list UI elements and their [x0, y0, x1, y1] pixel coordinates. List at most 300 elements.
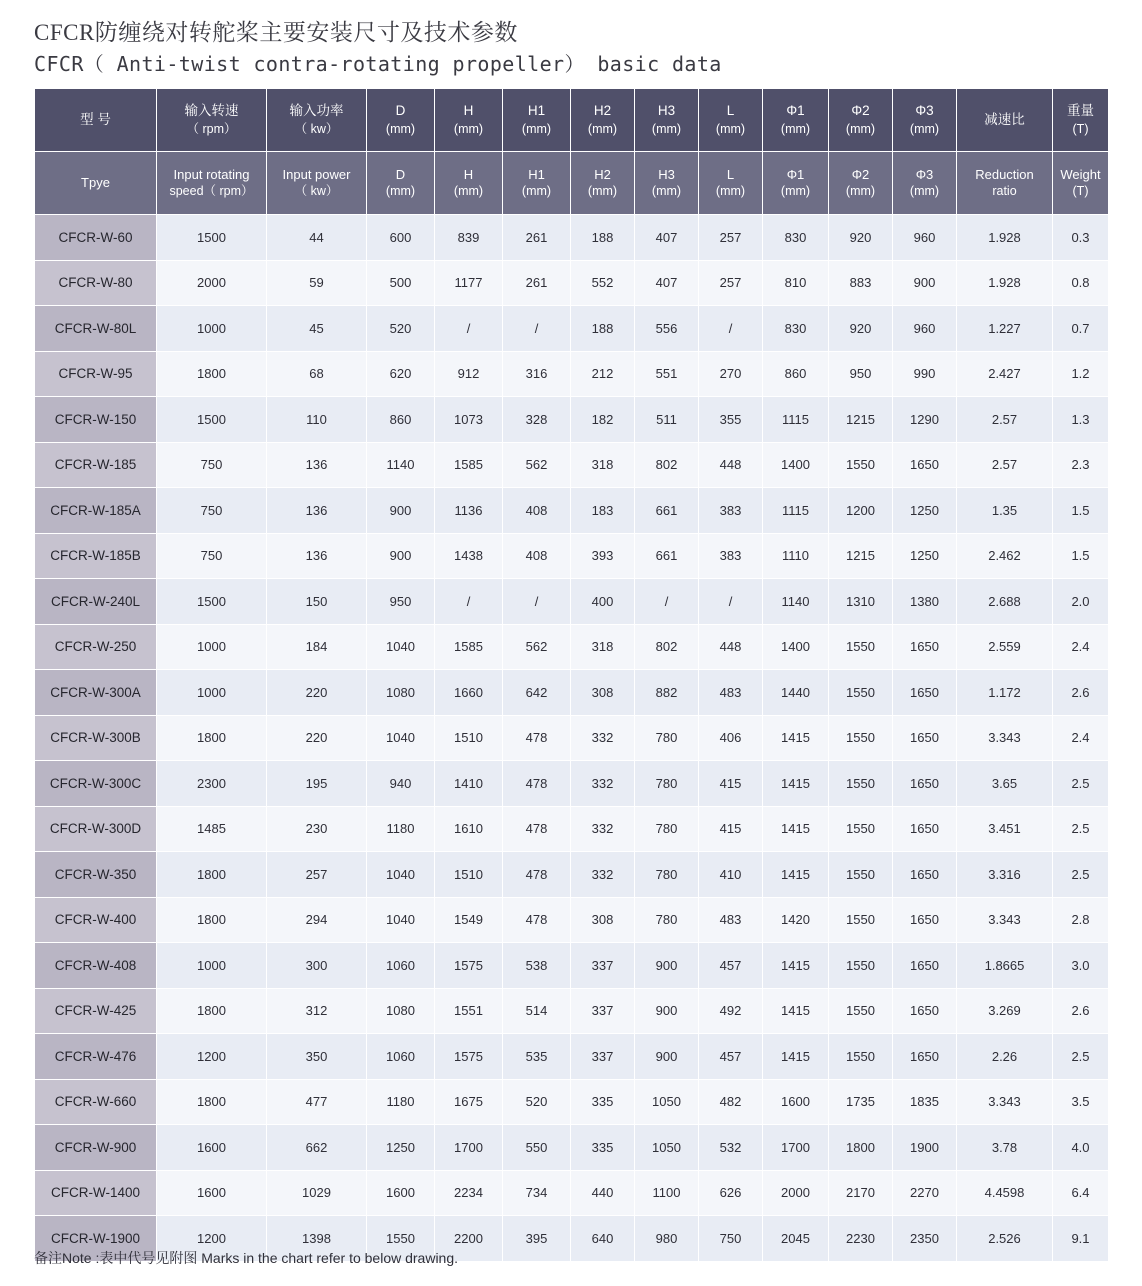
column-header-cn-11: [893, 89, 957, 152]
cell-value: 110: [267, 397, 367, 443]
cell-model: CFCR-W-1900: [35, 1216, 157, 1262]
table-row: [35, 715, 1109, 761]
cell-value: 3.343: [957, 715, 1053, 761]
cell-value: 1550: [829, 670, 893, 716]
cell-value: 415: [699, 761, 763, 807]
cell-value: 0.3: [1053, 215, 1109, 261]
cell-value: 1610: [435, 806, 503, 852]
cell-model: CFCR-W-300D: [35, 806, 157, 852]
cell-value: 318: [571, 442, 635, 488]
cell-value: 1.2: [1053, 351, 1109, 397]
cell-value: 150: [267, 579, 367, 625]
cell-value: 483: [699, 897, 763, 943]
cell-value: 750: [699, 1216, 763, 1262]
cell-value: 1380: [893, 579, 957, 625]
cell-value: 1650: [893, 670, 957, 716]
column-header-cn-13: [1053, 89, 1109, 152]
cell-value: 1415: [763, 943, 829, 989]
cell-value: 383: [699, 488, 763, 534]
cell-value: 1600: [367, 1170, 435, 1216]
column-header-main: D: [395, 166, 406, 182]
cell-value: 1550: [829, 852, 893, 898]
cell-value: 1000: [157, 624, 267, 670]
cell-value: 1.35: [957, 488, 1053, 534]
cell-value: 830: [763, 306, 829, 352]
cell-value: 940: [367, 761, 435, 807]
column-header-main: Weight: [1060, 166, 1101, 182]
cell-value: 960: [893, 306, 957, 352]
cell-value: 1000: [157, 306, 267, 352]
cell-value: 1575: [435, 943, 503, 989]
spec-table-container: [34, 88, 1108, 1262]
column-header-unit: (mm): [385, 121, 416, 136]
cell-value: 1735: [829, 1079, 893, 1125]
cell-value: 257: [699, 215, 763, 261]
cell-value: 2.8: [1053, 897, 1109, 943]
cell-value: 1800: [157, 715, 267, 761]
cell-value: 3.343: [957, 897, 1053, 943]
cell-value: 2.5: [1053, 852, 1109, 898]
cell-value: 270: [699, 351, 763, 397]
table-row: [35, 533, 1109, 579]
cell-model: CFCR-W-300B: [35, 715, 157, 761]
cell-value: 337: [571, 1034, 635, 1080]
cell-value: 1050: [635, 1079, 699, 1125]
cell-value: 2350: [893, 1216, 957, 1262]
cell-value: 2234: [435, 1170, 503, 1216]
cell-value: /: [699, 306, 763, 352]
cell-value: 350: [267, 1034, 367, 1080]
column-header-unit: (T): [1072, 184, 1089, 199]
table-row: [35, 442, 1109, 488]
cell-value: 562: [503, 624, 571, 670]
cell-value: 1029: [267, 1170, 367, 1216]
cell-value: 212: [571, 351, 635, 397]
column-header-unit: (T): [1072, 121, 1089, 136]
table-row: [35, 306, 1109, 352]
cell-value: 1140: [367, 442, 435, 488]
cell-value: 980: [635, 1216, 699, 1262]
cell-value: 1060: [367, 1034, 435, 1080]
cell-value: 457: [699, 1034, 763, 1080]
cell-value: 1550: [829, 897, 893, 943]
cell-model: CFCR-W-80: [35, 260, 157, 306]
cell-value: 1.928: [957, 260, 1053, 306]
cell-value: 1650: [893, 988, 957, 1034]
cell-value: 1.8665: [957, 943, 1053, 989]
cell-value: /: [435, 579, 503, 625]
table-row: [35, 579, 1109, 625]
table-row: [35, 1170, 1109, 1216]
cell-value: 407: [635, 260, 699, 306]
cell-value: 0.8: [1053, 260, 1109, 306]
column-header-main: H1: [527, 103, 546, 119]
cell-value: 1600: [157, 1125, 267, 1171]
cell-value: 3.269: [957, 988, 1053, 1034]
column-header-unit: (mm): [385, 184, 416, 199]
cell-value: 912: [435, 351, 503, 397]
column-header-main: Φ3: [915, 166, 934, 182]
cell-value: 400: [571, 579, 635, 625]
cell-value: 3.343: [957, 1079, 1053, 1125]
cell-value: 1650: [893, 943, 957, 989]
cell-value: 950: [829, 351, 893, 397]
cell-value: 1549: [435, 897, 503, 943]
cell-value: 810: [763, 260, 829, 306]
page-title-english: CFCR（ Anti-twist contra-rotating propeller） basic data: [34, 52, 722, 76]
cell-value: 2.526: [957, 1216, 1053, 1262]
cell-value: 550: [503, 1125, 571, 1171]
cell-value: 478: [503, 715, 571, 761]
column-header-unit: (mm): [587, 121, 618, 136]
cell-value: 308: [571, 897, 635, 943]
column-header-cn-3: [367, 89, 435, 152]
cell-value: 1550: [829, 761, 893, 807]
cell-value: 1800: [157, 1079, 267, 1125]
column-header-unit: （ kw）: [294, 184, 339, 199]
cell-value: 2.3: [1053, 442, 1109, 488]
table-body: [35, 215, 1109, 1262]
cell-value: 780: [635, 852, 699, 898]
column-header-main: H3: [658, 166, 675, 182]
cell-value: 182: [571, 397, 635, 443]
cell-value: 1550: [829, 624, 893, 670]
cell-value: 1551: [435, 988, 503, 1034]
column-header-main: L: [726, 166, 735, 182]
column-header-main: H: [463, 103, 474, 119]
cell-value: 328: [503, 397, 571, 443]
column-header-main: Φ1: [786, 166, 805, 182]
cell-value: 3.0: [1053, 943, 1109, 989]
spec-table: [34, 88, 1109, 1262]
cell-value: 2.6: [1053, 988, 1109, 1034]
column-header-unit: (mm): [845, 121, 876, 136]
cell-value: 1440: [763, 670, 829, 716]
cell-value: 335: [571, 1125, 635, 1171]
table-row: [35, 1034, 1109, 1080]
table-row: [35, 852, 1109, 898]
cell-value: 1.5: [1053, 533, 1109, 579]
cell-value: 1500: [157, 397, 267, 443]
table-head: [35, 89, 1109, 215]
cell-value: 900: [635, 943, 699, 989]
column-header-unit: （ rpm）: [186, 121, 237, 136]
cell-model: CFCR-W-250: [35, 624, 157, 670]
cell-value: 1415: [763, 1034, 829, 1080]
cell-value: 457: [699, 943, 763, 989]
cell-value: 1215: [829, 397, 893, 443]
cell-value: 1290: [893, 397, 957, 443]
table-row: [35, 397, 1109, 443]
cell-value: 332: [571, 715, 635, 761]
column-header-en-2: [267, 152, 367, 215]
table-row: [35, 260, 1109, 306]
cell-value: 2.5: [1053, 761, 1109, 807]
column-header-unit: (mm): [521, 184, 552, 199]
cell-value: 220: [267, 670, 367, 716]
cell-model: CFCR-W-900: [35, 1125, 157, 1171]
cell-value: 839: [435, 215, 503, 261]
column-header-en-8: [699, 152, 763, 215]
cell-value: 1410: [435, 761, 503, 807]
table-row: [35, 624, 1109, 670]
cell-value: 407: [635, 215, 699, 261]
column-header-main: Input power: [282, 166, 351, 182]
column-header-cn-7: [635, 89, 699, 152]
cell-value: 1835: [893, 1079, 957, 1125]
cell-model: CFCR-W-240L: [35, 579, 157, 625]
cell-value: 1675: [435, 1079, 503, 1125]
column-header-unit: (mm): [780, 184, 811, 199]
cell-value: 1550: [829, 715, 893, 761]
cell-value: 2.0: [1053, 579, 1109, 625]
cell-value: 2.6: [1053, 670, 1109, 716]
cell-value: 1700: [435, 1125, 503, 1171]
column-header-unit: (mm): [521, 121, 552, 136]
cell-value: 1073: [435, 397, 503, 443]
cell-value: 860: [367, 397, 435, 443]
column-header-main: Reduction: [975, 166, 1034, 182]
cell-value: 257: [267, 852, 367, 898]
column-header-unit: (mm): [453, 121, 484, 136]
cell-value: 408: [503, 533, 571, 579]
cell-value: 2.427: [957, 351, 1053, 397]
cell-value: 59: [267, 260, 367, 306]
cell-value: 316: [503, 351, 571, 397]
cell-value: 551: [635, 351, 699, 397]
cell-value: 2045: [763, 1216, 829, 1262]
cell-value: 600: [367, 215, 435, 261]
cell-value: 383: [699, 533, 763, 579]
header-row-chinese: [35, 89, 1109, 152]
cell-value: 1550: [367, 1216, 435, 1262]
cell-value: 230: [267, 806, 367, 852]
cell-value: 1650: [893, 442, 957, 488]
cell-value: 1550: [829, 943, 893, 989]
table-row: [35, 761, 1109, 807]
cell-value: 552: [571, 260, 635, 306]
cell-value: 802: [635, 442, 699, 488]
cell-value: 44: [267, 215, 367, 261]
cell-value: 195: [267, 761, 367, 807]
column-header-main: 型 号: [80, 111, 111, 127]
cell-value: 478: [503, 897, 571, 943]
cell-value: 990: [893, 351, 957, 397]
cell-model: CFCR-W-185A: [35, 488, 157, 534]
column-header-cn-8: [699, 89, 763, 152]
cell-value: 1.3: [1053, 397, 1109, 443]
cell-value: 1650: [893, 624, 957, 670]
cell-value: 1485: [157, 806, 267, 852]
cell-value: 1140: [763, 579, 829, 625]
cell-value: 3.78: [957, 1125, 1053, 1171]
cell-value: 308: [571, 670, 635, 716]
page-title-chinese: CFCR防缠绕对转舵桨主要安装尺寸及技术参数: [34, 20, 518, 45]
column-header-cn-4: [435, 89, 503, 152]
cell-value: 661: [635, 488, 699, 534]
table-row: [35, 215, 1109, 261]
cell-value: 1000: [157, 943, 267, 989]
cell-value: 1040: [367, 852, 435, 898]
cell-value: 538: [503, 943, 571, 989]
cell-value: /: [503, 579, 571, 625]
cell-value: 1110: [763, 533, 829, 579]
column-header-main: 输入功率: [289, 103, 344, 119]
cell-value: 478: [503, 806, 571, 852]
cell-value: 620: [367, 351, 435, 397]
column-header-unit: (mm): [909, 121, 940, 136]
cell-value: 9.1: [1053, 1216, 1109, 1262]
cell-value: 136: [267, 488, 367, 534]
column-header-unit: (mm): [651, 184, 682, 199]
cell-value: /: [435, 306, 503, 352]
column-header-main: D: [395, 103, 406, 119]
column-header-main: Φ2: [851, 103, 870, 119]
cell-value: 1250: [367, 1125, 435, 1171]
cell-value: 257: [699, 260, 763, 306]
column-header-main: H1: [528, 166, 545, 182]
cell-model: CFCR-W-1400: [35, 1170, 157, 1216]
column-header-main: Φ3: [915, 103, 934, 119]
cell-value: 950: [367, 579, 435, 625]
cell-value: 780: [635, 897, 699, 943]
column-header-en-1: [157, 152, 267, 215]
cell-value: 1650: [893, 1034, 957, 1080]
cell-value: 960: [893, 215, 957, 261]
cell-value: 1215: [829, 533, 893, 579]
cell-value: 1115: [763, 397, 829, 443]
column-header-en-12: [957, 152, 1053, 215]
column-header-cn-5: [503, 89, 571, 152]
cell-value: 780: [635, 715, 699, 761]
cell-value: 2230: [829, 1216, 893, 1262]
cell-value: 3.316: [957, 852, 1053, 898]
cell-value: 220: [267, 715, 367, 761]
cell-value: 136: [267, 442, 367, 488]
cell-value: 1040: [367, 897, 435, 943]
cell-value: 1200: [829, 488, 893, 534]
cell-value: 2.5: [1053, 806, 1109, 852]
column-header-main: 减速比: [984, 111, 1025, 127]
cell-value: 1.928: [957, 215, 1053, 261]
cell-value: 532: [699, 1125, 763, 1171]
cell-value: 6.4: [1053, 1170, 1109, 1216]
cell-value: 882: [635, 670, 699, 716]
cell-value: 1400: [763, 442, 829, 488]
cell-value: 520: [367, 306, 435, 352]
column-header-unit: (mm): [715, 121, 746, 136]
cell-value: 188: [571, 306, 635, 352]
column-header-en-6: [571, 152, 635, 215]
cell-value: 1510: [435, 852, 503, 898]
cell-value: 2.57: [957, 442, 1053, 488]
cell-model: CFCR-W-476: [35, 1034, 157, 1080]
cell-value: 883: [829, 260, 893, 306]
cell-value: 300: [267, 943, 367, 989]
cell-value: 661: [635, 533, 699, 579]
table-row: [35, 670, 1109, 716]
cell-value: 1600: [157, 1170, 267, 1216]
cell-value: 2300: [157, 761, 267, 807]
column-header-main: H: [463, 166, 474, 182]
cell-value: 1800: [157, 351, 267, 397]
cell-model: CFCR-W-350: [35, 852, 157, 898]
cell-value: 4.4598: [957, 1170, 1053, 1216]
column-header-cn-12: [957, 89, 1053, 152]
cell-value: 393: [571, 533, 635, 579]
cell-value: 478: [503, 761, 571, 807]
cell-value: 1250: [893, 533, 957, 579]
cell-value: 1136: [435, 488, 503, 534]
column-header-en-5: [503, 152, 571, 215]
cell-value: 483: [699, 670, 763, 716]
cell-value: 45: [267, 306, 367, 352]
cell-value: 1310: [829, 579, 893, 625]
cell-value: 500: [367, 260, 435, 306]
column-header-main: H3: [657, 103, 676, 119]
header-row-english: [35, 152, 1109, 215]
column-header-main: Φ2: [851, 166, 870, 182]
cell-value: 520: [503, 1079, 571, 1125]
cell-value: 0.7: [1053, 306, 1109, 352]
cell-value: 1415: [763, 715, 829, 761]
cell-value: 1550: [829, 442, 893, 488]
column-header-main: L: [726, 103, 735, 119]
cell-value: 1585: [435, 442, 503, 488]
column-header-main: Φ1: [786, 103, 805, 119]
cell-value: 395: [503, 1216, 571, 1262]
cell-value: 332: [571, 806, 635, 852]
cell-value: 626: [699, 1170, 763, 1216]
cell-value: 2.688: [957, 579, 1053, 625]
column-header-en-4: [435, 152, 503, 215]
column-header-en-7: [635, 152, 699, 215]
cell-value: 511: [635, 397, 699, 443]
cell-value: 477: [267, 1079, 367, 1125]
cell-value: 2.559: [957, 624, 1053, 670]
cell-value: 1550: [829, 988, 893, 1034]
cell-value: 1415: [763, 852, 829, 898]
column-header-cn-9: [763, 89, 829, 152]
column-header-main: H2: [593, 103, 612, 119]
column-header-unit: (mm): [909, 184, 940, 199]
cell-value: 562: [503, 442, 571, 488]
cell-value: 1550: [829, 1034, 893, 1080]
cell-value: 2.4: [1053, 715, 1109, 761]
column-header-en-10: [829, 152, 893, 215]
cell-value: 3.65: [957, 761, 1053, 807]
cell-value: 860: [763, 351, 829, 397]
cell-value: 2170: [829, 1170, 893, 1216]
column-header-unit: (mm): [715, 184, 746, 199]
column-header-en-9: [763, 152, 829, 215]
cell-value: 900: [635, 1034, 699, 1080]
cell-value: 406: [699, 715, 763, 761]
cell-value: 1200: [157, 1034, 267, 1080]
cell-value: 1500: [157, 579, 267, 625]
cell-value: 408: [503, 488, 571, 534]
cell-value: 2270: [893, 1170, 957, 1216]
cell-value: 318: [571, 624, 635, 670]
column-header-cn-1: [157, 89, 267, 152]
column-header-cn-10: [829, 89, 893, 152]
column-header-main: Input rotating: [173, 166, 250, 182]
column-header-cn-2: [267, 89, 367, 152]
cell-model: CFCR-W-400: [35, 897, 157, 943]
cell-value: 1000: [157, 670, 267, 716]
cell-value: /: [503, 306, 571, 352]
cell-value: 183: [571, 488, 635, 534]
